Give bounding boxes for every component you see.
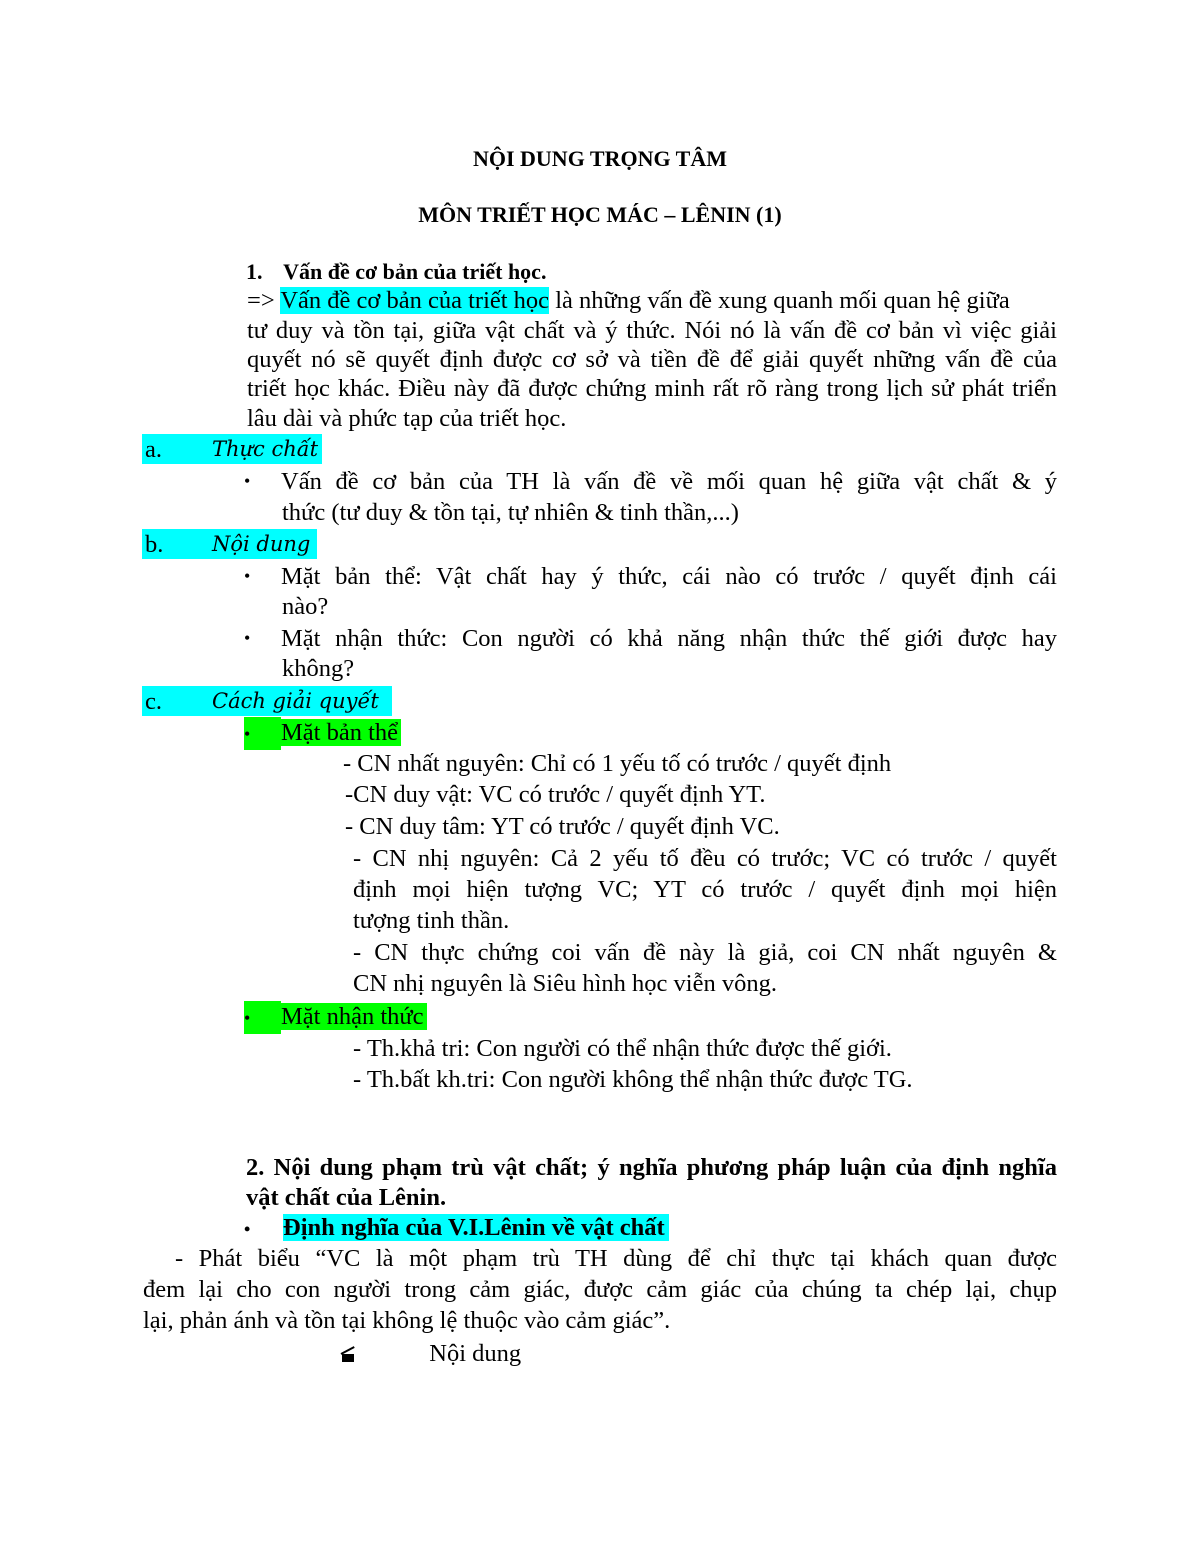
bullet-text: Vấn đề cơ bản của TH là vấn đề về mối quan hệ giữa vật chất & ý (281, 468, 1057, 495)
intro-line-text: là những vấn đề xung quanh mối quan hệ giữa (549, 287, 1010, 314)
bullet-icon: • (244, 1001, 281, 1034)
bullet-icon: • (244, 566, 251, 586)
nhan-thuc-item-1: - Th.khả tri: Con người có thể nhận thức được thế giới. (353, 1035, 892, 1062)
bullet-text: Mặt nhận thức: Con người có khả năng nhận thức thế giới được hay (281, 625, 1057, 652)
subsection-a-label (142, 434, 322, 464)
intro-arrow: => (247, 287, 275, 314)
bullet-icon: • (244, 628, 251, 648)
writing-hand-icon (341, 1350, 355, 1362)
document-title: NỘI DUNG TRỌNG TÂM (472, 146, 728, 171)
subsection-b-letter: b. (145, 531, 164, 558)
subsection-b-bullet-1-line-2: nào? (282, 593, 329, 620)
statement-line-2: đem lại cho con người trong cảm giác, được cảm giác của chúng ta chép lại, chụp (143, 1276, 1057, 1303)
intro-line-4: triết học khác. Điều này đã được chứng minh rất rõ ràng trong lịch sử phát triển (247, 375, 1057, 402)
nhan-thuc-item-2: - Th.bất kh.tri: Con người không thể nhận thức được TG. (353, 1066, 913, 1093)
section-2-heading-line-1: 2. Nội dung phạm trù vật chất; ý nghĩa phương pháp luận của định nghĩa (246, 1154, 1057, 1181)
ban-the-item-4: - CN nhị nguyên: Cả 2 yếu tố đều có trước; VC có trước / quyết (353, 845, 1057, 872)
statement-line-1: - Phát biểu “VC là một phạm trù TH dùng để chỉ thực tại khách quan được (175, 1245, 1057, 1272)
bullet-icon: • (244, 1219, 251, 1239)
bullet-icon: • (244, 717, 281, 750)
group-nhan-thuc-title: Mặt nhận thức (281, 1003, 427, 1030)
intro-line-3: quyết nó sẽ quyết định được cơ sở và tiền đề để giải quyết những vấn đề của (247, 346, 1057, 373)
definition-title: Định nghĩa của V.I.Lênin về vật chất (283, 1214, 669, 1241)
subsection-c-letter: c. (145, 688, 162, 715)
intro-line-5: lâu dài và phức tạp của triết học. (247, 405, 567, 432)
section-1-heading (246, 256, 546, 287)
group-ban-the-title: Mặt bản thể (281, 719, 401, 746)
bullet-icon: • (244, 471, 251, 491)
definition-heading (244, 1212, 669, 1245)
section-2-heading-line-2: vật chất của Lênin. (246, 1184, 447, 1211)
group-nhan-thuc-heading (244, 1001, 427, 1034)
subsection-c-title: Cách giải quyết (212, 689, 379, 713)
ban-the-item-7: - CN thực chứng coi vấn đề này là giả, coi CN nhất nguyên & (353, 939, 1057, 966)
ban-the-item-5: định mọi hiện tượng VC; YT có trước / quyết định mọi hiện (353, 876, 1057, 903)
ban-the-item-2: -CN duy vật: VC có trước / quyết định YT. (345, 781, 766, 808)
bullet-text: Mặt bản thể: Vật chất hay ý thức, cái nào có trước / quyết định cái (281, 563, 1057, 590)
subsection-a-bullet-line-1 (244, 466, 1057, 497)
group-ban-the-heading (244, 717, 401, 750)
subsection-b-bullet-2-line-1 (244, 623, 1057, 654)
ban-the-item-3: - CN duy tâm: YT có trước / quyết định VC. (345, 813, 780, 840)
subsection-b-label (142, 529, 317, 559)
subsection-c-label (142, 686, 392, 716)
ban-the-item-8: CN nhị nguyên là Siêu hình học viễn vông. (353, 970, 777, 997)
content-heading (341, 1338, 521, 1369)
content-label: Nội dung (429, 1340, 522, 1367)
subsection-a-letter: a. (145, 436, 162, 463)
subsection-a-bullet-line-2: thức (tư duy & tồn tại, tự nhiên & tinh thần,...) (282, 499, 739, 526)
intro-line-2: tư duy và tồn tại, giữa vật chất và ý thức. Nói nó là vấn đề cơ bản vì việc giải (247, 317, 1057, 344)
ban-the-item-1: - CN nhất nguyên: Chỉ có 1 yếu tố có trước / quyết định (343, 750, 892, 777)
document-subtitle: MÔN TRIẾT HỌC MÁC – LÊNIN (1) (418, 202, 782, 227)
subsection-a-title: Thực chất (212, 437, 319, 461)
subsection-b-bullet-1-line-1 (244, 561, 1057, 592)
subsection-b-bullet-2-line-2: không? (282, 655, 355, 682)
ban-the-item-6: tượng tinh thần. (353, 907, 510, 934)
subsection-b-title: Nội dung (212, 532, 311, 556)
intro-line-1 (247, 285, 1057, 316)
section-1-number: 1. (246, 259, 263, 284)
section-1-title: Vấn đề cơ bản của triết học. (283, 259, 547, 284)
statement-line-3: lại, phản ánh và tồn tại không lệ thuộc vào cảm giác”. (143, 1307, 671, 1334)
intro-highlight: Vấn đề cơ bản của triết học (280, 287, 550, 314)
